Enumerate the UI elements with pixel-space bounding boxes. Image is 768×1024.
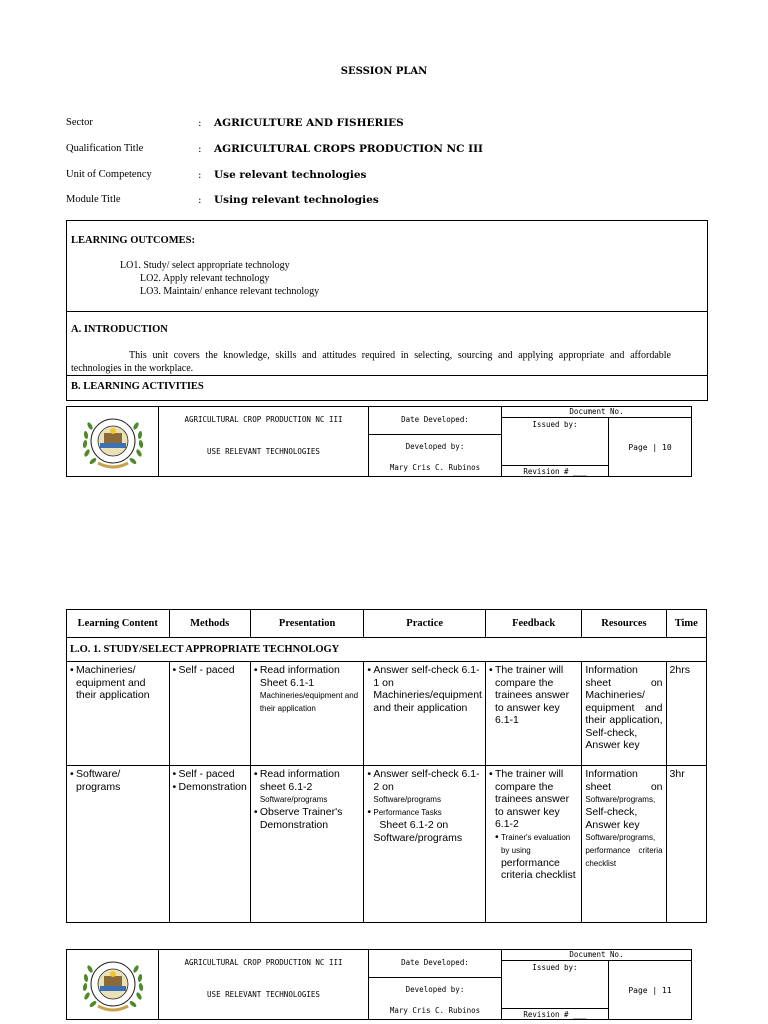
footer-title-cell xyxy=(159,950,369,1019)
column-header: Practice xyxy=(364,610,486,638)
cell-text: Read information Sheet 6.1-1 xyxy=(259,664,340,689)
cell-feedback xyxy=(485,766,581,923)
cell-text: 2hrs xyxy=(669,664,690,676)
date-developed-label: Date Developed: xyxy=(401,958,469,967)
cell-presentation xyxy=(250,766,364,923)
info-module xyxy=(66,194,379,206)
cell-text: Read information sheet 6.1-2 xyxy=(259,768,340,793)
bullet: • xyxy=(253,664,258,676)
learning-outcome-item: LO2. Apply relevant technology xyxy=(140,273,270,284)
bullet: • xyxy=(253,768,258,780)
bullet: • xyxy=(172,768,177,780)
cell-presentation xyxy=(250,662,364,766)
page-number: Page | 10 xyxy=(628,442,672,452)
cell-text: Self-check, Answer key xyxy=(585,806,640,831)
learning-activities-heading: B. LEARNING ACTIVITIES xyxy=(71,381,204,392)
cell-content xyxy=(67,662,170,766)
cell-methods xyxy=(169,662,250,766)
cell-time xyxy=(666,662,706,766)
cell-subtext: Performance Tasks xyxy=(373,808,442,817)
info-colon: : xyxy=(198,194,202,206)
cell-feedback xyxy=(485,662,581,766)
info-colon: : xyxy=(198,143,202,155)
bullet: • xyxy=(70,768,74,780)
learning-outcome-item: LO3. Maintain/ enhance relevant technology xyxy=(140,286,320,297)
cell-subtext: Trainer's evaluation by using xyxy=(500,832,571,855)
developed-by-label: Developed by: xyxy=(405,985,465,994)
issued-by-label: Issued by: xyxy=(532,420,578,429)
cell-subtext: Software/programs xyxy=(259,795,328,804)
cell-text: The trainer will compare the trainees answer to answer key 6.1-2 xyxy=(494,768,570,830)
footer-dev-cell xyxy=(369,407,502,476)
table-header-row xyxy=(67,610,707,638)
column-header: Resources xyxy=(582,610,666,638)
logo-cell xyxy=(67,950,159,1019)
document-no-label: Document No. xyxy=(502,407,691,418)
column-header: Time xyxy=(666,610,706,638)
cell-text: Software/ programs xyxy=(76,768,121,793)
bullet: • xyxy=(488,664,493,676)
divider xyxy=(502,465,608,466)
learning-outcome-item: LO1. Study/ select appropriate technology xyxy=(120,260,290,271)
footer-qualification: AGRICULTURAL CROP PRODUCTION NC III xyxy=(184,958,343,967)
cell-subtext: Machineries/equipment and their application xyxy=(259,691,359,713)
info-colon: : xyxy=(198,117,202,129)
developer-name: Mary Cris C. Rubinos xyxy=(389,1006,481,1015)
column-header: Methods xyxy=(169,610,250,638)
info-colon: : xyxy=(198,169,202,181)
cell-subtext: Software/programs xyxy=(373,795,441,804)
footer-dev-cell xyxy=(369,950,502,1019)
school-seal-logo xyxy=(78,409,148,475)
cell-text: Machineries/ equipment and their application xyxy=(76,664,150,701)
divider xyxy=(369,977,501,978)
bullet: • xyxy=(253,806,258,818)
divider xyxy=(67,311,707,312)
divider xyxy=(502,1008,608,1009)
table-row xyxy=(67,662,707,766)
info-sector xyxy=(66,117,404,129)
session-plan-table xyxy=(66,609,707,923)
cell-text: Information sheet on xyxy=(585,768,663,793)
info-label: Unit of Competency xyxy=(66,169,152,180)
bullet: • xyxy=(488,768,493,780)
cell-subtext: Software/programs, xyxy=(585,795,656,804)
page-number: Page | 11 xyxy=(628,985,672,995)
developer-name: Mary Cris C. Rubinos xyxy=(389,463,481,472)
revision-label: Revision # ___ xyxy=(523,1010,587,1019)
cell-resources xyxy=(582,766,666,923)
divider xyxy=(67,375,707,376)
cell-text: Observe Trainer's Demonstration xyxy=(259,806,343,831)
cell-text: Self - paced xyxy=(178,664,235,676)
developed-by-label: Developed by: xyxy=(405,442,465,451)
school-seal-logo xyxy=(78,952,148,1018)
cell-practice xyxy=(364,662,486,766)
issued-cell xyxy=(502,961,609,1019)
introduction-text: This unit covers the knowledge, skills and attitudes required in selecting, sourcing and applying appropriate and affordable technologies in the workplace. xyxy=(71,350,671,374)
info-value: Using relevant technologies xyxy=(214,194,379,206)
cell-text: Self - paced xyxy=(178,768,235,780)
info-qualification xyxy=(66,143,483,155)
bullet: • xyxy=(494,830,499,843)
info-value: Use relevant technologies xyxy=(214,169,367,181)
column-header: Learning Content xyxy=(67,610,170,638)
bullet: • xyxy=(367,768,372,780)
lo-row-label: L.O. 1. STUDY/SELECT APPROPRIATE TECHNOLOGY xyxy=(67,638,707,662)
table-row xyxy=(67,766,707,923)
footer-qualification: AGRICULTURAL CROP PRODUCTION NC III xyxy=(184,415,343,424)
bullet: • xyxy=(172,664,177,676)
info-label: Sector xyxy=(66,117,93,128)
revision-label: Revision # ___ xyxy=(523,467,587,476)
bullet: • xyxy=(70,664,74,676)
issued-cell xyxy=(502,418,609,476)
cell-practice xyxy=(364,766,486,923)
footer-title-cell xyxy=(159,407,369,476)
info-label: Module Title xyxy=(66,194,121,205)
bullet: • xyxy=(367,664,372,676)
learning-outcomes-heading: LEARNING OUTCOMES: xyxy=(71,235,195,246)
info-label: Qualification Title xyxy=(66,143,144,154)
logo-cell xyxy=(67,407,159,476)
date-developed-label: Date Developed: xyxy=(401,415,469,424)
page-footer xyxy=(66,406,692,477)
bullet: • xyxy=(367,806,372,818)
page-footer xyxy=(66,949,692,1020)
column-header: Feedback xyxy=(485,610,581,638)
bullet: • xyxy=(172,780,177,793)
cell-time xyxy=(666,766,706,923)
learning-outcomes-box xyxy=(66,220,708,401)
document-no-label: Document No. xyxy=(502,950,691,961)
divider xyxy=(369,434,501,435)
cell-text: Information sheet on Machineries/ equipment and their application, Self-check, Answer key xyxy=(585,664,663,751)
info-value: AGRICULTURAL CROPS PRODUCTION NC III xyxy=(214,143,483,155)
cell-text: Sheet 6.1-2 on Software/programs xyxy=(373,819,463,844)
footer-unit: USE RELEVANT TECHNOLOGIES xyxy=(207,447,320,456)
cell-text: Demonstration xyxy=(178,780,247,793)
column-header: Presentation xyxy=(250,610,364,638)
lo-row xyxy=(67,638,707,662)
cell-subtext: Software/programs, performance criteria checklist xyxy=(585,833,663,868)
info-unit xyxy=(66,169,366,181)
cell-text: 3hr xyxy=(669,768,685,780)
cell-content xyxy=(67,766,170,923)
cell-text: The trainer will compare the trainees answer to answer key 6.1-1 xyxy=(494,664,570,726)
footer-unit: USE RELEVANT TECHNOLOGIES xyxy=(207,990,320,999)
cell-methods xyxy=(169,766,250,923)
footer-doc-cell xyxy=(502,407,691,476)
issued-by-label: Issued by: xyxy=(532,963,578,972)
cell-text: Answer self-check 6.1-2 on xyxy=(373,768,480,793)
cell-text: performance criteria checklist xyxy=(500,856,576,881)
footer-doc-cell xyxy=(502,950,691,1019)
introduction-heading: A. INTRODUCTION xyxy=(71,324,168,335)
info-value: AGRICULTURE AND FISHERIES xyxy=(214,117,404,129)
cell-resources xyxy=(582,662,666,766)
page-title: SESSION PLAN xyxy=(340,66,428,77)
cell-text: Answer self-check 6.1-1 on Machineries/equipment and their application xyxy=(373,664,482,714)
